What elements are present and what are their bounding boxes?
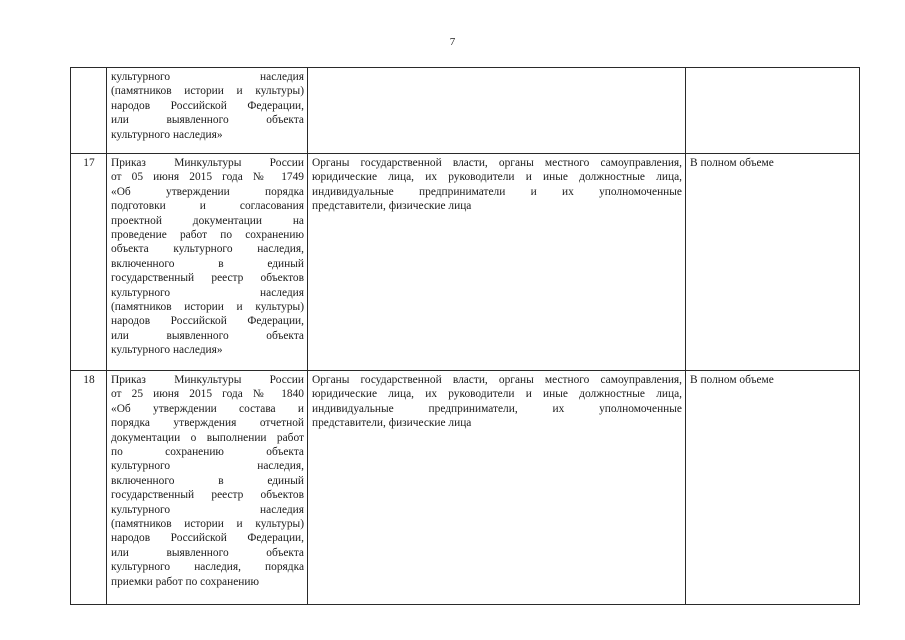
cell-text-line: народов Российской Федерации,	[111, 315, 304, 328]
cell-text-line: культурного наследия»	[111, 344, 223, 357]
cell-text-line: (памятников истории и культуры)	[111, 301, 304, 314]
cell-text-line: культурного наследия,	[111, 460, 304, 473]
cell-text-line: документации о выполнении работ	[111, 431, 304, 444]
cell-text-line: «Об утверждении порядка	[111, 185, 304, 198]
subjects-cell	[308, 154, 686, 371]
cell-text-line: юридические лица, их руководители и иные должностные лица,	[312, 388, 682, 401]
cell-text-line: Приказ Минкультуры России	[111, 157, 304, 169]
row-number: 17	[71, 154, 107, 371]
cell-text-line: юридические лица, их руководители и иные должностные лица,	[312, 171, 682, 184]
cell-text-line: включенного в единый	[111, 474, 304, 487]
cell-text-line: по сохранению объекта	[111, 446, 304, 459]
cell-text-line: Органы государственной власти, органы местного самоуправления,	[312, 157, 682, 169]
cell-text-line: (памятников истории и культуры)	[111, 518, 304, 531]
cell-text-line: государственный реестр объектов	[111, 489, 304, 502]
cell-text-line: представители, физические лица	[312, 200, 472, 213]
cell-text-line: Органы государственной власти, органы местного самоуправления,	[312, 374, 682, 386]
regulations-table	[70, 67, 860, 605]
cell-text-line: культурного наследия»	[111, 128, 223, 141]
scope-cell	[686, 68, 860, 154]
cell-text-line: или выявленного объекта	[111, 329, 304, 342]
cell-text-line: проектной документации на	[111, 214, 304, 227]
cell-text-line: от 25 июня 2015 года № 1840	[111, 388, 304, 401]
document-cell	[107, 68, 308, 154]
cell-text-line: объекта культурного наследия,	[111, 243, 304, 256]
cell-text-line: культурного наследия, порядка	[111, 561, 304, 574]
scope-cell: В полном объеме	[686, 154, 860, 371]
cell-text-line: порядка утверждения отчетной	[111, 417, 304, 430]
document-cell	[107, 154, 308, 371]
cell-text-line: культурного наследия	[111, 71, 304, 83]
cell-text-line: или выявленного объекта	[111, 546, 304, 559]
cell-text-line: подготовки и согласования	[111, 200, 304, 213]
cell-text-line: включенного в единый	[111, 257, 304, 270]
cell-text-line: представители, физические лица	[312, 417, 472, 430]
cell-text-line: культурного наследия	[111, 503, 304, 516]
table-row	[71, 154, 860, 371]
cell-text-line: государственный реестр объектов	[111, 272, 304, 285]
cell-text-line: народов Российской Федерации,	[111, 99, 304, 112]
cell-text-line: приемки работ по сохранению	[111, 575, 259, 588]
cell-text-line: проведение работ по сохранению	[111, 229, 304, 242]
table-row	[71, 68, 860, 154]
subjects-cell	[308, 68, 686, 154]
cell-text-line: культурного наследия	[111, 286, 304, 299]
cell-text-line: от 05 июня 2015 года № 1749	[111, 171, 304, 184]
cell-text-line: «Об утверждении состава и	[111, 402, 304, 415]
scope-cell: В полном объеме	[686, 371, 860, 605]
cell-text-line: или выявленного объекта	[111, 114, 304, 127]
cell-text-line: индивидуальные предприниматели и их уполномоченные	[312, 185, 682, 198]
document-cell	[107, 371, 308, 605]
cell-text-line: Приказ Минкультуры России	[111, 374, 304, 386]
row-number	[71, 68, 107, 154]
cell-text-line: индивидуальные предприниматели, их уполномоченные	[312, 402, 682, 415]
row-number: 18	[71, 371, 107, 605]
table-row	[71, 371, 860, 605]
subjects-cell	[308, 371, 686, 605]
page-number: 7	[449, 36, 456, 48]
cell-text-line: народов Российской Федерации,	[111, 532, 304, 545]
cell-text-line: (памятников истории и культуры)	[111, 85, 304, 98]
